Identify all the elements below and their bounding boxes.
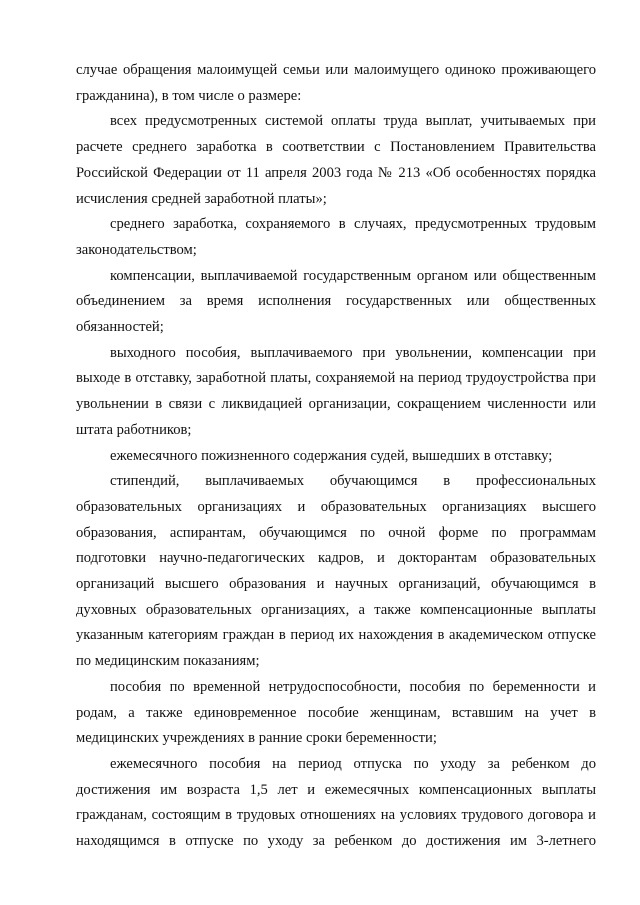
paragraph-2: всех предусмотренных системой оплаты труда выплат, учитываемых при расчете среднего заработка в соответствии с Постановлением Правительства Российской Федерации от 11 апреля 2003 года № 213 «Об особенностях порядка исчисления средней заработной платы»; <box>76 113 596 207</box>
paragraph-8: пособия по временной нетрудоспособности, пособия по беременности и родам, а также единовременное пособие женщинам, вставшим на учет в медицинских учреждениях в ранние сроки беременности; <box>76 678 596 747</box>
paragraph-1: случае обращения малоимущей семьи или малоимущего одиноко проживающего гражданина), в том числе о размере: <box>76 62 596 104</box>
paragraph-7: стипендий, выплачиваемых обучающимся в профессиональных образовательных организациях и образовательных организациях высшего образования, аспирантам, обучающимся по очной форме по программам подготовки научно-педагогических кадров, и докторантам образовательных организаций высшего образования и научных организаций, обучающимся в духовных образовательных организациях, а также компенсационные выплаты указанным категориям граждан в период их нахождения в академическом отпуске по медицинским показаниям; <box>76 473 596 670</box>
paragraph-3: среднего заработка, сохраняемого в случаях, предусмотренных трудовым законодательством; <box>76 216 596 258</box>
paragraph-5: выходного пособия, выплачиваемого при увольнении, компенсации при выходе в отставку, заработной платы, сохраняемой на период трудоустройства при увольнении в связи с ликвидацией организации, сокращением численности или штата работников; <box>76 344 596 438</box>
paragraph-9: ежемесячного пособия на период отпуска по уходу за ребенком до достижения им возраста 1,5 лет и ежемесячных компенсационных выплаты гражданам, состоящим в трудовых отношениях на условиях трудового договора и находящимся в отпуске по уходу за ребенком до достижения им 3-летнего <box>76 755 596 850</box>
paragraph-4: компенсации, выплачиваемой государственным органом или общественным объединением за время исполнения государственных или общественных обязанностей; <box>76 267 596 336</box>
paragraph-6: ежемесячного пожизненного содержания судей, вышедших в отставку; <box>110 447 553 464</box>
document-page <box>76 58 596 855</box>
